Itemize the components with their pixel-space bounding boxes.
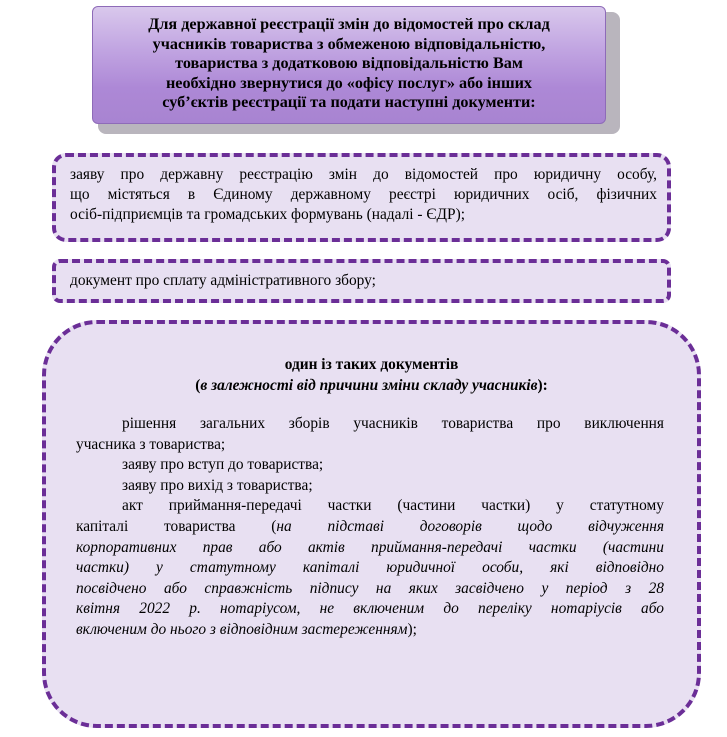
header-line: учасників товариства з обмеженою відповідальністю, — [152, 34, 546, 53]
fee-document-box — [52, 259, 671, 303]
option-item-line: рішення загальних зборів учасників товариства про виключення — [122, 415, 664, 432]
header-line: суб’єктів реєстрації та подати наступні документи: — [162, 93, 536, 112]
header-line: товариства з додатковою відповідальністю Вам — [175, 54, 523, 73]
option-item-line: учасника з товариства; — [76, 435, 226, 453]
box1-line: заяву про державну реєстрацію змін до відомостей про юридичну особу, — [70, 166, 657, 183]
box1-line: що містяться в Єдиному державному реєстрі юридичних осіб, фізичних — [70, 186, 657, 203]
header-box — [92, 6, 606, 124]
documents-options-box — [42, 320, 701, 728]
option-item-line: включеним до нього з відповідним застереженням); — [76, 620, 417, 638]
box2-text: документ про сплату адміністративного збору; — [70, 272, 376, 289]
option-item: заяву про вступ до товариства; — [122, 456, 324, 474]
application-document-box — [52, 153, 671, 242]
box1-line: осіб-підприємців та громадських формувань (надалі - ЄДР); — [70, 206, 465, 223]
header-line: необхідно звернутися до «офісу послуг» або інших — [165, 73, 533, 92]
option-item-line: капіталі товариства (на підставі договорів щодо відчуження — [76, 517, 664, 535]
options-title: один із таких документів — [284, 356, 459, 373]
option-item-line: корпоративних прав або актів приймання-передачі частки (частини — [76, 538, 664, 556]
option-item-line: частки) у статутному капіталі юридичної особи, які відповідно — [76, 559, 664, 577]
option-item: заяву про вихід з товариства; — [122, 476, 313, 494]
header-line: Для державної реєстрації змін до відомостей про склад — [148, 15, 550, 33]
option-item-line: квітня 2022 р. нотаріусом, не включеним до переліку нотаріусів або — [76, 600, 664, 618]
options-list — [76, 414, 664, 641]
option-item-line: акт приймання-передачі частки (частини частки) у статутному — [122, 497, 664, 515]
option-item-line: посвідчено або справжність підпису на яких засвідчено у період з 28 — [76, 579, 664, 597]
options-subtitle: (в залежності від причини зміни складу учасників): — [195, 377, 548, 394]
options-subtitle-italic: в залежності від причини зміни складу учасників — [200, 377, 538, 394]
